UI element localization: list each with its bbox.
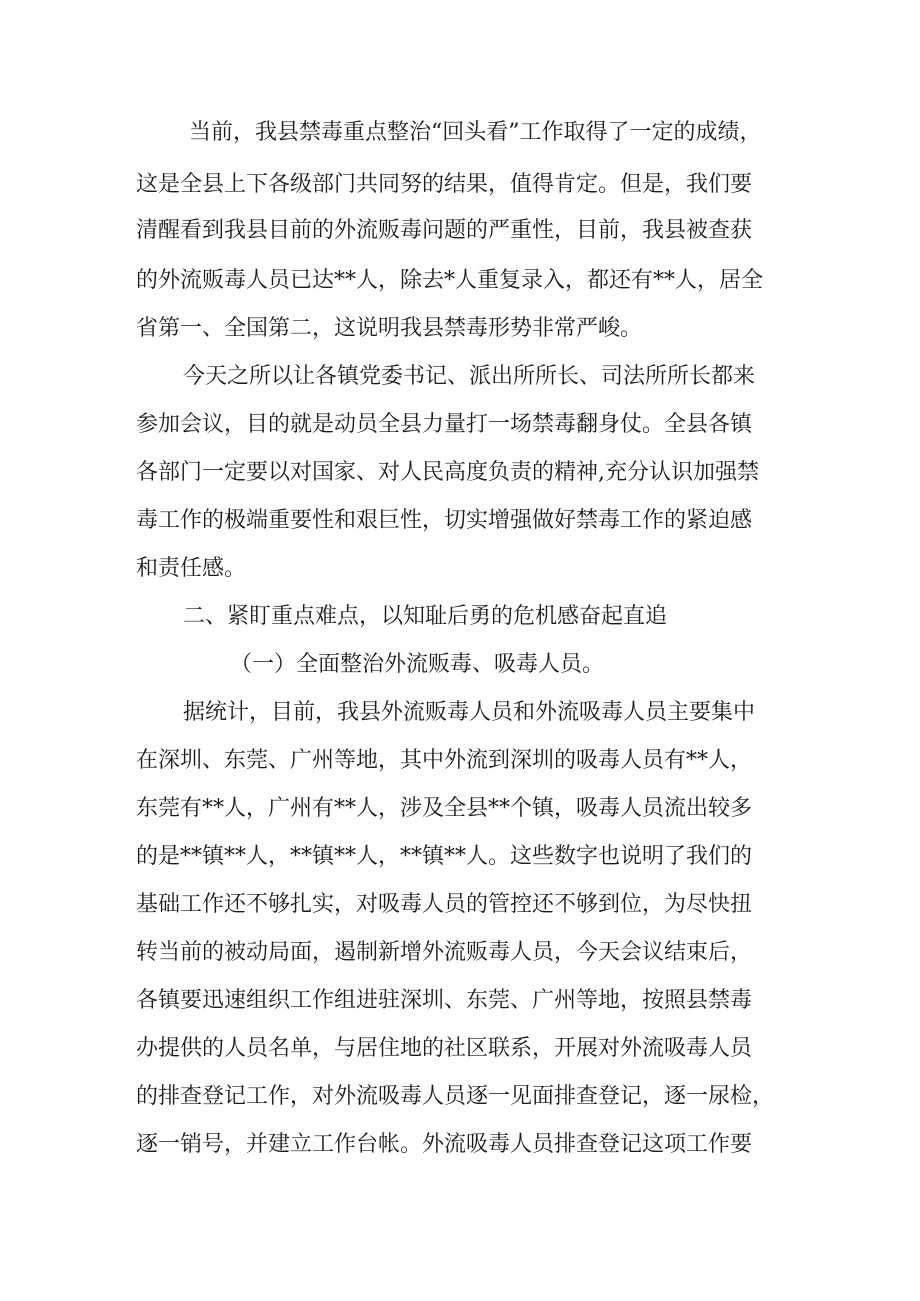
text-line: 的外流贩毒人员已达**人，除去*人重复录入，都还有**人，居全 [136,268,764,293]
text-line: 据统计，目前，我县外流贩毒人员和外流吸毒人员主要集中 [183,700,756,725]
text-line: 省第一、全国第二，这说明我县禁毒形势非常严峻。 [136,316,643,341]
text-line: 逐一销号，并建立工作台帐。外流吸毒人员排查登记这项工作要 [136,1132,753,1157]
text-line: 的是**镇**人，**镇**人，**镇**人。这些数字也说明了我们的 [136,844,753,869]
text-line: 在深圳、东莞、广州等地，其中外流到深圳的吸毒人员有**人， [136,748,753,773]
text-line: 各部门一定要以对国家、对人民高度负责的精神,充分认识加强禁 [136,460,759,485]
text-line: 今天之所以让各镇党委书记、派出所所长、司法所所长都来 [183,364,756,389]
text-line: 办提供的人员名单，与居住地的社区联系，开展对外流吸毒人员 [136,1036,753,1061]
text-line: 东莞有**人，广州有**人，涉及全县**个镇，吸毒人员流出较多 [136,796,753,821]
text-line: 当前，我县禁毒重点整治“回头看”工作取得了一定的成绩， [189,120,762,145]
text-line: 各镇要迅速组织工作组进驻深圳、东莞、广州等地，按照县禁毒 [136,988,753,1013]
text-line: 的排查登记工作，对外流吸毒人员逐一见面排查登记，逐一尿检， [136,1084,775,1109]
text-line: 清醒看到我县目前的外流贩毒问题的严重性，目前，我县被查获 [136,218,753,243]
section-heading: 二、紧盯重点难点，以知耻后勇的危机感奋起直追 [183,604,668,629]
text-line: 基础工作还不够扎实，对吸毒人员的管控还不够到位，为尽快扭 [136,892,753,917]
text-line: 转当前的被动局面，遏制新增外流贩毒人员，今天会议结束后， [136,940,753,965]
text-line: 毒工作的极端重要性和艰巨性，切实增强做好禁毒工作的紧迫感 [136,508,753,533]
text-line: 和责任感。 [136,556,247,581]
text-line: 这是全县上下各级部门共同努的结果，值得肯定。但是，我们要 [136,172,753,197]
subsection-heading: （一）全面整治外流贩毒、吸毒人员。 [230,652,605,677]
text-line: 参加会议，目的就是动员全县力量打一场禁毒翻身仗。全县各镇 [136,412,753,437]
